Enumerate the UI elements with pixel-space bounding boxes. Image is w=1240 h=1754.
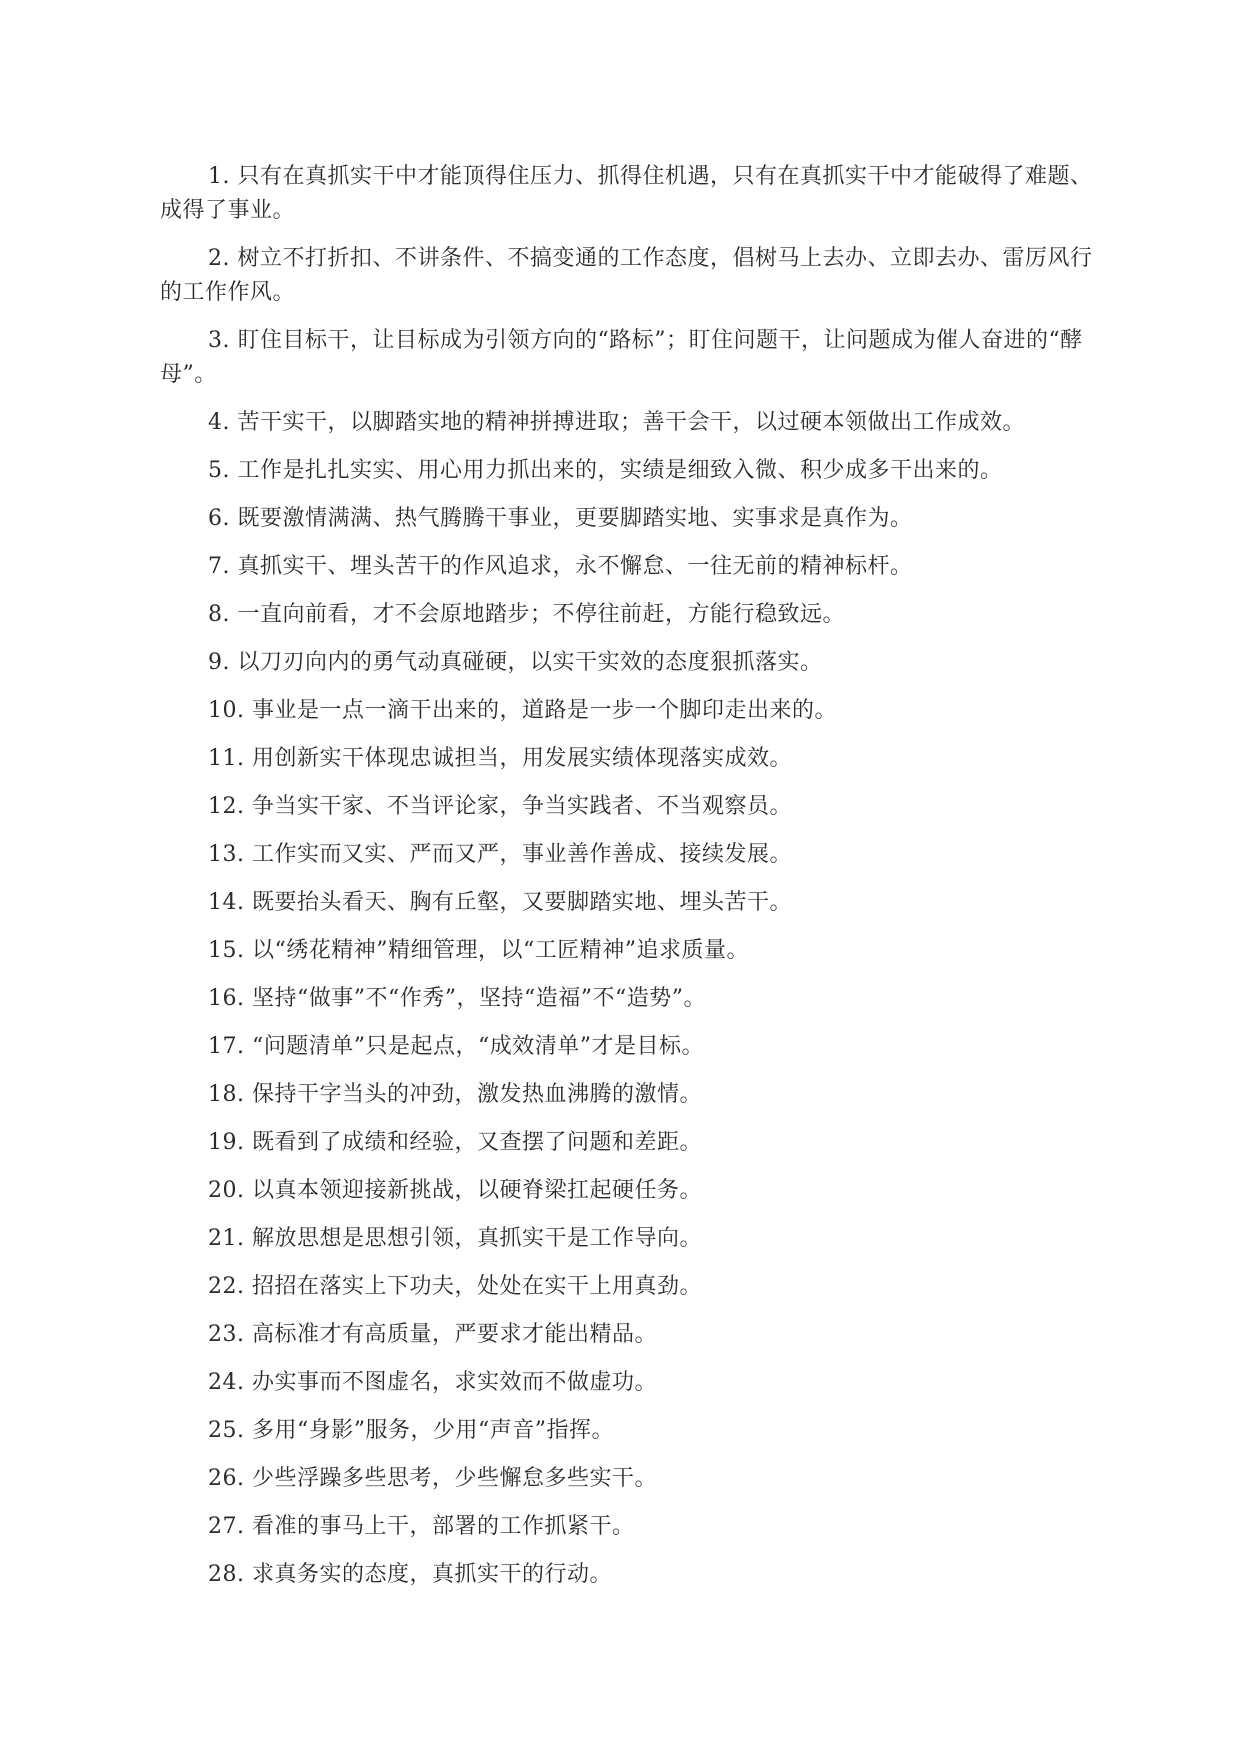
list-item: 4. 苦干实干，以脚踏实地的精神拼搏进取；善干会干，以过硬本领做出工作成效。 <box>208 410 1025 435</box>
list-item: 11. 用创新实干体现忠诚担当，用发展实绩体现落实成效。 <box>208 746 792 771</box>
list-item: 6. 既要激情满满、热气腾腾干事业，更要脚踏实地、实事求是真作为。 <box>208 506 913 531</box>
list-item: 10. 事业是一点一滴干出来的，道路是一步一个脚印走出来的。 <box>208 698 837 723</box>
list-item: 8. 一直向前看，才不会原地踏步；不停往前赶，方能行稳致远。 <box>208 602 845 627</box>
list-item: 21. 解放思想是思想引领，真抓实干是工作导向。 <box>208 1226 702 1251</box>
list-item: 19. 既看到了成绩和经验，又查摆了问题和差距。 <box>208 1130 702 1155</box>
list-item: 9. 以刀刃向内的勇气动真碰硬，以实干实效的态度狠抓落实。 <box>208 650 823 675</box>
list-item: 13. 工作实而又实、严而又严，事业善作善成、接续发展。 <box>208 842 792 867</box>
list-item: 1. 只有在真抓实干中才能顶得住压力、抓得住机遇，只有在真抓实干中才能破得了难题、成得了事业。 <box>160 164 1093 223</box>
list-item: 14. 既要抬头看天、胸有丘壑，又要脚踏实地、埋头苦干。 <box>208 890 792 915</box>
list-item: 28. 求真务实的态度，真抓实干的行动。 <box>208 1562 612 1587</box>
list-item: 23. 高标准才有高质量，严要求才能出精品。 <box>208 1322 657 1347</box>
list-item: 2. 树立不打折扣、不讲条件、不搞变通的工作态度，倡树马上去办、立即去办、雷厉风行的工作作风。 <box>160 246 1093 305</box>
list-item: 27. 看准的事马上干，部署的工作抓紧干。 <box>208 1514 635 1539</box>
quote-list <box>160 160 1100 1592</box>
list-item: 22. 招招在落实上下功夫，处处在实干上用真劲。 <box>208 1274 702 1299</box>
list-item: 18. 保持干字当头的冲劲，激发热血沸腾的激情。 <box>208 1082 702 1107</box>
list-item: 17. “问题清单”只是起点，“成效清单”才是目标。 <box>208 1034 704 1059</box>
list-item: 5. 工作是扎扎实实、用心用力抓出来的，实绩是细致入微、积少成多干出来的。 <box>208 458 1003 483</box>
list-item: 26. 少些浮躁多些思考，少些懈怠多些实干。 <box>208 1466 657 1491</box>
list-item: 20. 以真本领迎接新挑战，以硬脊梁扛起硬任务。 <box>208 1178 702 1203</box>
list-item: 25. 多用“身影”服务，少用“声音”指挥。 <box>208 1418 614 1443</box>
list-item: 24. 办实事而不图虚名，求实效而不做虚功。 <box>208 1370 657 1395</box>
list-item: 15. 以“绣花精神”精细管理，以“工匠精神”追求质量。 <box>208 938 749 963</box>
list-item: 3. 盯住目标干，让目标成为引领方向的“路标”；盯住问题干，让问题成为催人奋进的“酵母”。 <box>160 328 1083 387</box>
list-item: 12. 争当实干家、不当评论家，争当实践者、不当观察员。 <box>208 794 792 819</box>
list-item: 16. 坚持“做事”不“作秀”，坚持“造福”不“造势”。 <box>208 986 706 1011</box>
list-item: 7. 真抓实干、埋头苦干的作风追求，永不懈怠、一往无前的精神标杆。 <box>208 554 913 579</box>
